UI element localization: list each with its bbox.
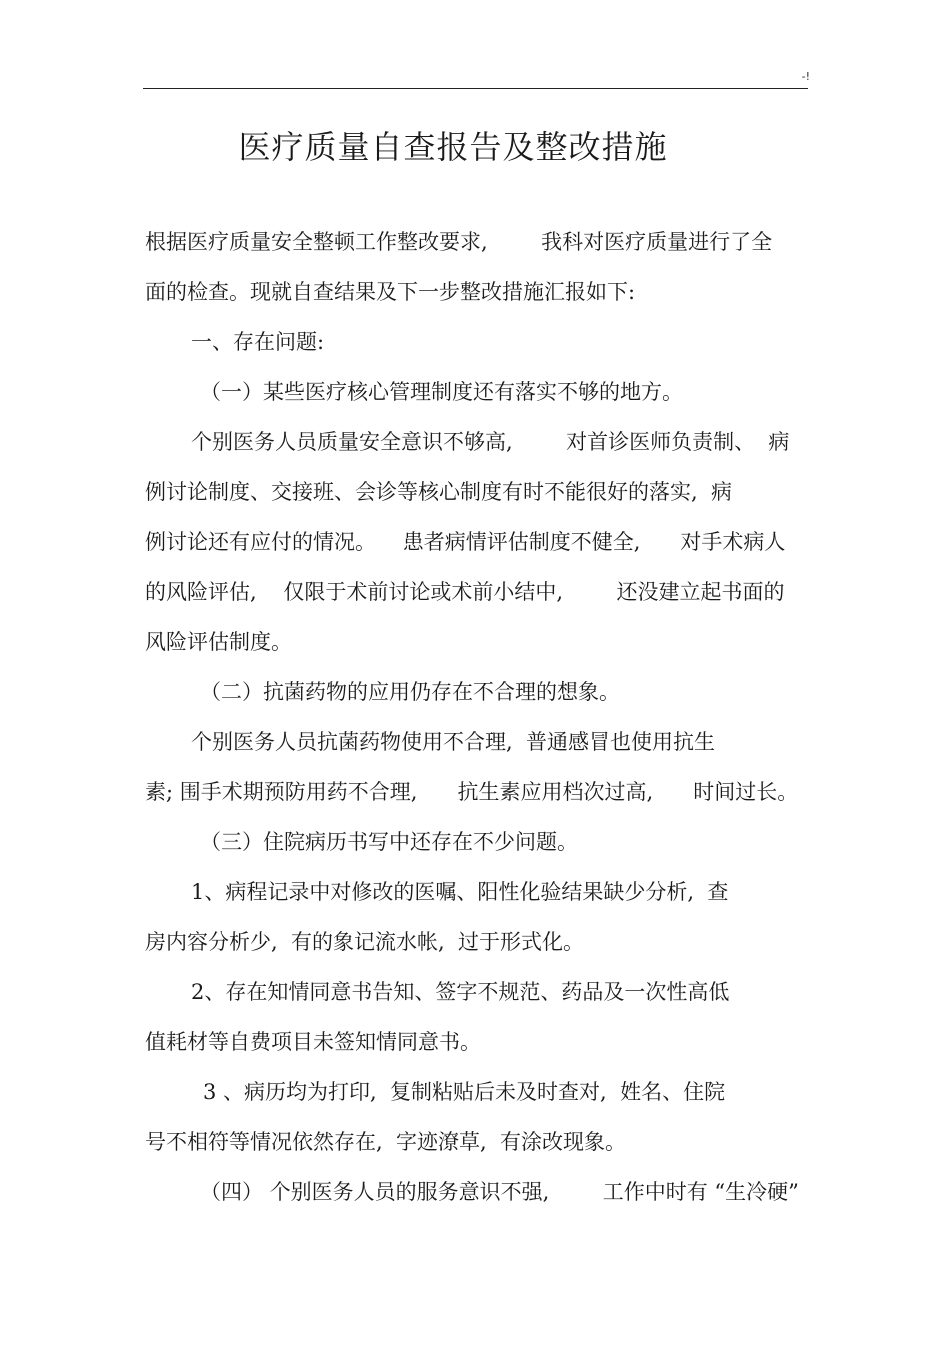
header-rule: [143, 88, 808, 89]
list-item-line: 号不相符等情况依然存在, 字迹潦草, 有涂改现象。: [145, 1130, 627, 1154]
list-item-line: 房内容分析少, 有的象记流水帐, 过于形式化。: [145, 930, 585, 954]
subsection-heading: （三）住院病历书写中还存在不少问题。: [200, 830, 578, 854]
document-title: 医疗质量自查报告及整改措施: [238, 128, 668, 166]
subsection-heading: （四） 个别医务人员的服务意识不强, 工作中时有 “生冷硬”: [200, 1180, 799, 1204]
subsection-heading: （二）抗菌药物的应用仍存在不合理的想象。: [200, 680, 620, 704]
paragraph-line: 风险评估制度。: [145, 630, 292, 654]
list-item-line: 3 、病历均为打印, 复制粘贴后未及时查对, 姓名、住院: [203, 1080, 726, 1104]
page-number-mark: -!: [801, 70, 810, 83]
paragraph-line: 个别医务人员抗菌药物使用不合理, 普通感冒也使用抗生: [191, 730, 716, 754]
paragraph-line: 例讨论还有应付的情况。 患者病情评估制度不健全, 对手术病人: [145, 530, 786, 554]
subsection-heading: （一）某些医疗核心管理制度还有落实不够的地方。: [200, 380, 683, 404]
list-item-line: 1、病程记录中对修改的医嘱、阳性化验结果缺少分析, 查: [191, 880, 729, 904]
paragraph-line: 面的检查。现就自查结果及下一步整改措施汇报如下:: [145, 280, 636, 304]
paragraph-line: 素; 围手术期预防用药不合理, 抗生素应用档次过高, 时间过长。: [145, 780, 799, 804]
paragraph-line: 的风险评估, 仅限于术前讨论或术前小结中, 还没建立起书面的: [145, 580, 785, 604]
section-heading: 一、存在问题:: [191, 330, 325, 354]
paragraph-line: 个别医务人员质量安全意识不够高, 对首诊医师负责制、 病: [191, 430, 790, 454]
list-item-line: 值耗材等自费项目未签知情同意书。: [145, 1030, 481, 1054]
paragraph-line: 根据医疗质量安全整顿工作整改要求, 我科对医疗质量进行了全: [145, 230, 773, 254]
paragraph-line: 例讨论制度、交接班、会诊等核心制度有时不能很好的落实, 病: [145, 480, 733, 504]
list-item-line: 2、存在知情同意书告知、签字不规范、药品及一次性高低: [191, 980, 730, 1004]
